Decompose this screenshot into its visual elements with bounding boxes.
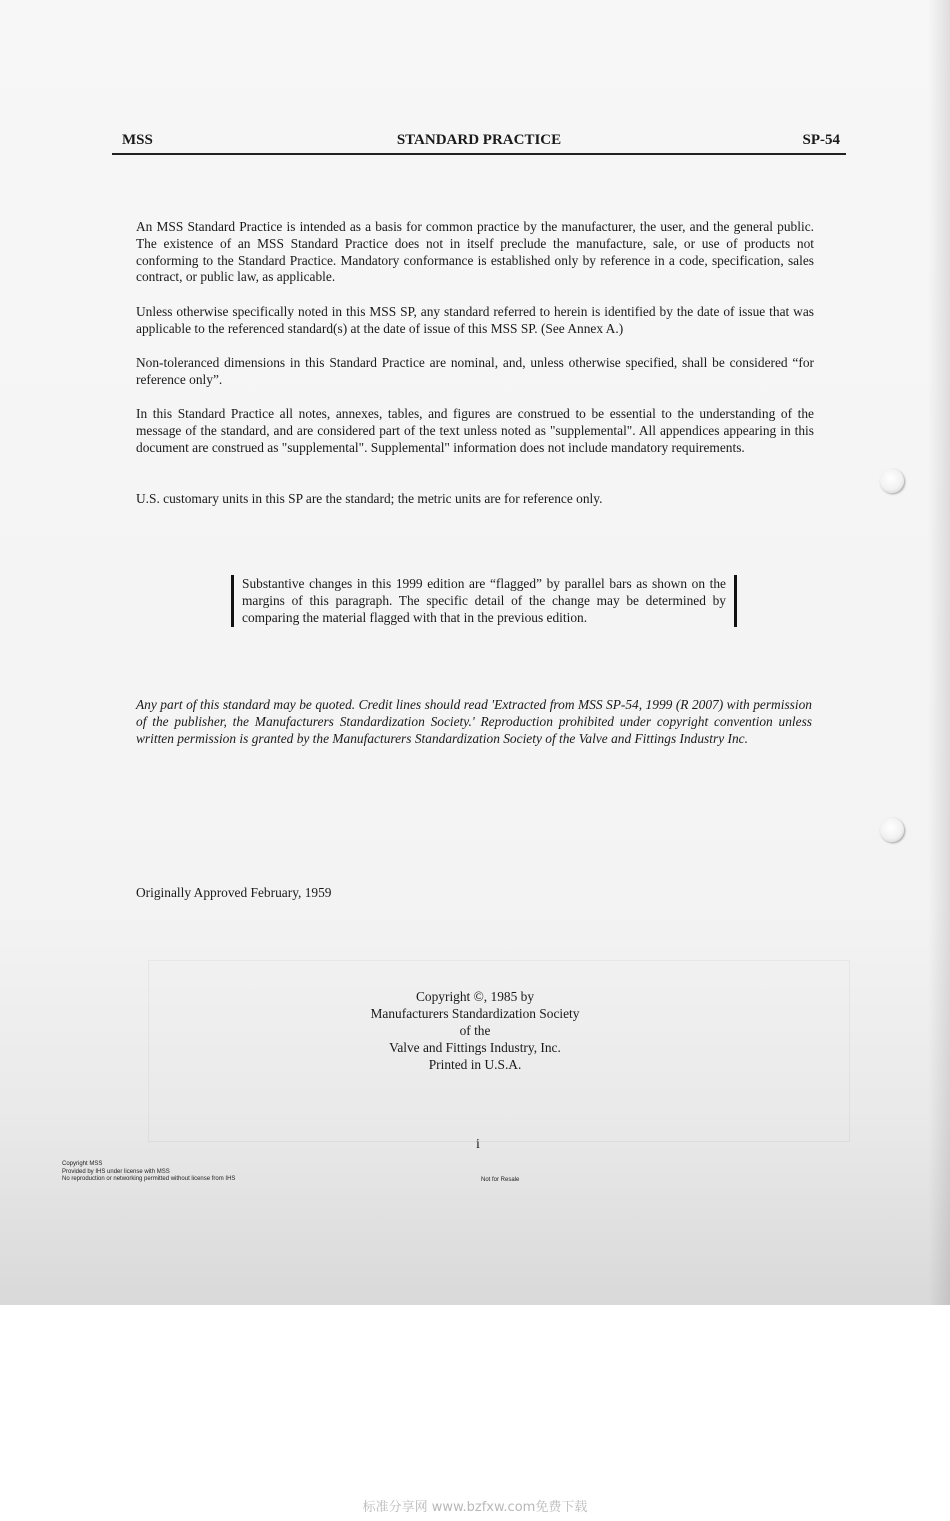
copyright-line: Copyright ©, 1985 by bbox=[415, 989, 535, 1004]
punch-hole-icon bbox=[880, 818, 904, 842]
paragraph-intent: An MSS Standard Practice is intended as a basis for common practice by the manufacturer, the user, and the general public. The existence of an MSS Standard Practice does not in itself preclude the manufacture, sale, or use of products not conforming to the Standard Practice. Mandatory conformance is established only by reference in a code, specification, sales contract, or public law, as applicable. bbox=[136, 219, 814, 285]
copyright-printed: Printed in U.S.A. bbox=[428, 1057, 522, 1072]
changes-note-text: Substantive changes in this 1999 edition are “flagged” by parallel bars as shown on the margins of this paragraph. The specific detail of the change may be determined by comparing the material flagged with that in the previous edition. bbox=[242, 576, 726, 625]
footer-restriction: No reproduction or networking permitted without license from IHS bbox=[62, 1176, 236, 1182]
paragraph-dimensions: Non-toleranced dimensions in this Standard Practice are nominal, and, unless otherwise specified, shall be considered “for reference only”. bbox=[136, 355, 814, 387]
header-title: STANDARD PRACTICE bbox=[396, 132, 562, 148]
header-organization: MSS bbox=[122, 132, 153, 148]
page-number: i bbox=[476, 1137, 480, 1152]
changes-note-box bbox=[231, 575, 737, 627]
copyright-industry: Valve and Fittings Industry, Inc. bbox=[389, 1040, 561, 1055]
license-footer bbox=[62, 1161, 235, 1184]
paragraph-annexes: In this Standard Practice all notes, annexes, tables, and figures are construed to be essential to the understanding of the message of the standard, and are considered part of the text unless noted as "supplemental". All appendices appearing in this document are construed as "supplemental". Supplemental" information does not include mandatory requirements. bbox=[136, 406, 814, 455]
site-watermark: 标准分享网 www.bzfxw.com免费下载 bbox=[362, 1500, 588, 1515]
page-edge-shadow bbox=[928, 0, 950, 1305]
paragraph-referenced-standards: Unless otherwise specifically noted in this MSS SP, any standard referred to herein is identified by the date of issue that was applicable to the referenced standard(s) at the date of issue of this MSS SP. (See Annex A.) bbox=[136, 304, 814, 336]
copyright-line: of the bbox=[459, 1023, 491, 1038]
header-rule bbox=[112, 153, 846, 155]
footer-copyright: Copyright MSS bbox=[62, 1161, 103, 1167]
paragraph-units: U.S. customary units in this SP are the standard; the metric units are for reference only. bbox=[136, 491, 603, 506]
punch-hole-icon bbox=[880, 469, 904, 493]
quotation-notice: Any part of this standard may be quoted. Credit lines should read 'Extracted from MSS SP-54, 1999 (R 2007) with permission of the publisher, the Manufacturers Standardization Society.' Reproduction prohibited under copyright convention unless written permission is granted by the Manufacturers Standardization Society of the Valve and Fittings Industry Inc. bbox=[136, 697, 812, 746]
footer-resale: Not for Resale bbox=[481, 1177, 520, 1183]
header-document-number: SP-54 bbox=[802, 132, 840, 148]
copyright-block bbox=[300, 988, 650, 1073]
running-header bbox=[112, 132, 846, 154]
copyright-publisher: Manufacturers Standardization Society bbox=[370, 1006, 580, 1021]
footer-provider: Provided by IHS under license with MSS bbox=[62, 1168, 170, 1175]
approval-date: Originally Approved February, 1959 bbox=[136, 885, 332, 900]
